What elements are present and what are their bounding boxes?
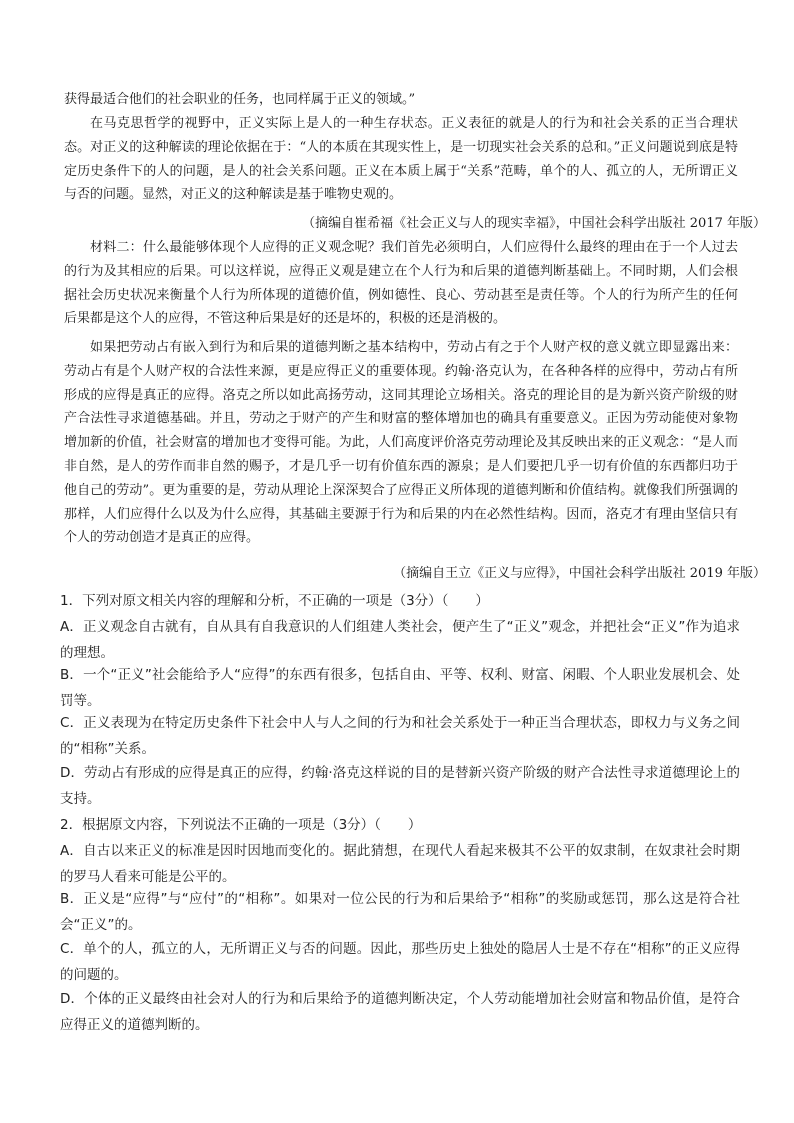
passage-paragraph-continuation: 获得最适合他们的社会职业的任务，也同样属于正义的领域。” [64,92,416,107]
question-2-option-b: B．正义是“应得”与“应付”的“相称”。如果对一位公民的行为和后果给予“相称”的奖励或惩罚，那么这是符合社会“正义”的。 [60,891,740,933]
question-2-option-c: C．单个的人，孤立的人，无所谓正义与否的问题。因此，那些历史上独处的隐居人士是不存在“相称”的正义应得的问题的。 [60,941,740,983]
material-two-paragraph-1: 材料二：什么最能够体现个人应得的正义观念呢？我们首先必须明白，人们应得什么最终的理由在于一个人过去的行为及其相应的后果。可以这样说，应得正义观是建立在个人行为和后果的道德判断基础上。不同时期，人们会根据社会历史状况来衡量个人行为所体现的道德价值，例如德性、良心、劳动甚至是责任等。个人的行为所产生的任何后果都是这个人的应得，不管这种后果是好的还是坏的，积极的还是消极的。 [64,240,738,327]
question-2-option-a: A．自古以来正义的标准是因时因地而变化的。据此猜想，在现代人看起来极其不公平的奴隶制，在奴隶社会时期的罗马人看来可能是公平的。 [60,843,740,885]
passage-paragraph-marx: 在马克思哲学的视野中，正义实际上是人的一种生存状态。正义表征的就是人的行为和社会关系的正当合理状态。对正义的这种解读的理论依据在于：“人的本质在其现实性上，是一切现实社会关系的总和。”正义问题说到底是特定历史条件下的人的问题，是人的社会关系问题。正义在本质上属于“关系”范畴，单个的人、孤立的人，无所谓正义与否的问题。显然，对正义的这种解读是基于唯物史观的。 [64,116,738,203]
material-two-paragraph-2: 如果把劳动占有嵌入到行为和后果的道德判断之基本结构中，劳动占有之于个人财产权的意义就立即显露出来：劳动占有是个人财产权的合法性来源，更是应得正义的重要体现。约翰·洛克认为，在各种各样的应得中，劳动占有所形成的应得是真正的应得。洛克之所以如此高扬劳动，这同其理论立场相关。洛克的理论目的是为新兴资产阶级的财产合法性寻求道德基础。并且，劳动之于财产的产生和财富的整体增加也的确具有重要意义。正因为劳动能使对象物增加新的价值，社会财富的增加也才变得可能。为此，人们高度评价洛克劳动理论及其反映出来的正义观念：“是人而非自然，是人的劳作而非自然的赐予，才是几乎一切有价值东西的源泉；是人们要把几乎一切有价值的东西都归功于他自己的劳动”。更为重要的是，劳动从理论上深深契合了应得正义所体现的道德判断和价值结构。就像我们所强调的那样，人们应得什么以及为什么应得，其基础主要源于行为和后果的内在必然性结构。因而，洛克才有理由坚信只有个人的劳动创造才是真正的应得。 [64,340,738,546]
question-1-option-a: A．正义观念自古就有，自从具有自我意识的人们组建人类社会，便产生了“正义”观念，并把社会“正义”作为追求的理想。 [60,619,740,661]
question-2-option-d: D．个体的正义最终由社会对人的行为和后果给予的道德判断决定，个人劳动能增加社会财富和物品价值，是符合应得正义的道德判断的。 [60,991,740,1033]
question-1-stem: 1．下列对原文相关内容的理解和分析，不正确的一项是（3分）（ ） [60,593,489,609]
question-1-option-c: C．正义表现为在特定历史条件下社会中人与人之间的行为和社会关系处于一种正当合理状态，即权力与义务之间的“相称”关系。 [60,715,740,757]
question-1-option-d: D．劳动占有形成的应得是真正的应得，约翰·洛克这样说的目的是替新兴资产阶级的财产合法性寻求道德理论上的支持。 [60,765,740,807]
citation-source-2: （摘编自王立《正义与应得》，中国社会科学出版社 2019 年版） [393,566,766,581]
question-2-stem: 2．根据原文内容，下列说法不正确的一项是（3分）（ ） [60,817,422,833]
question-1-option-b: B．一个“正义”社会能给予人“应得”的东西有很多，包括自由、平等、权利、财富、闲暇、个人职业发展机会、处罚等。 [60,667,740,709]
citation-source-1: （摘编自崔希福《社会正义与人的现实幸福》，中国社会科学出版社 2017 年版） [302,216,766,231]
